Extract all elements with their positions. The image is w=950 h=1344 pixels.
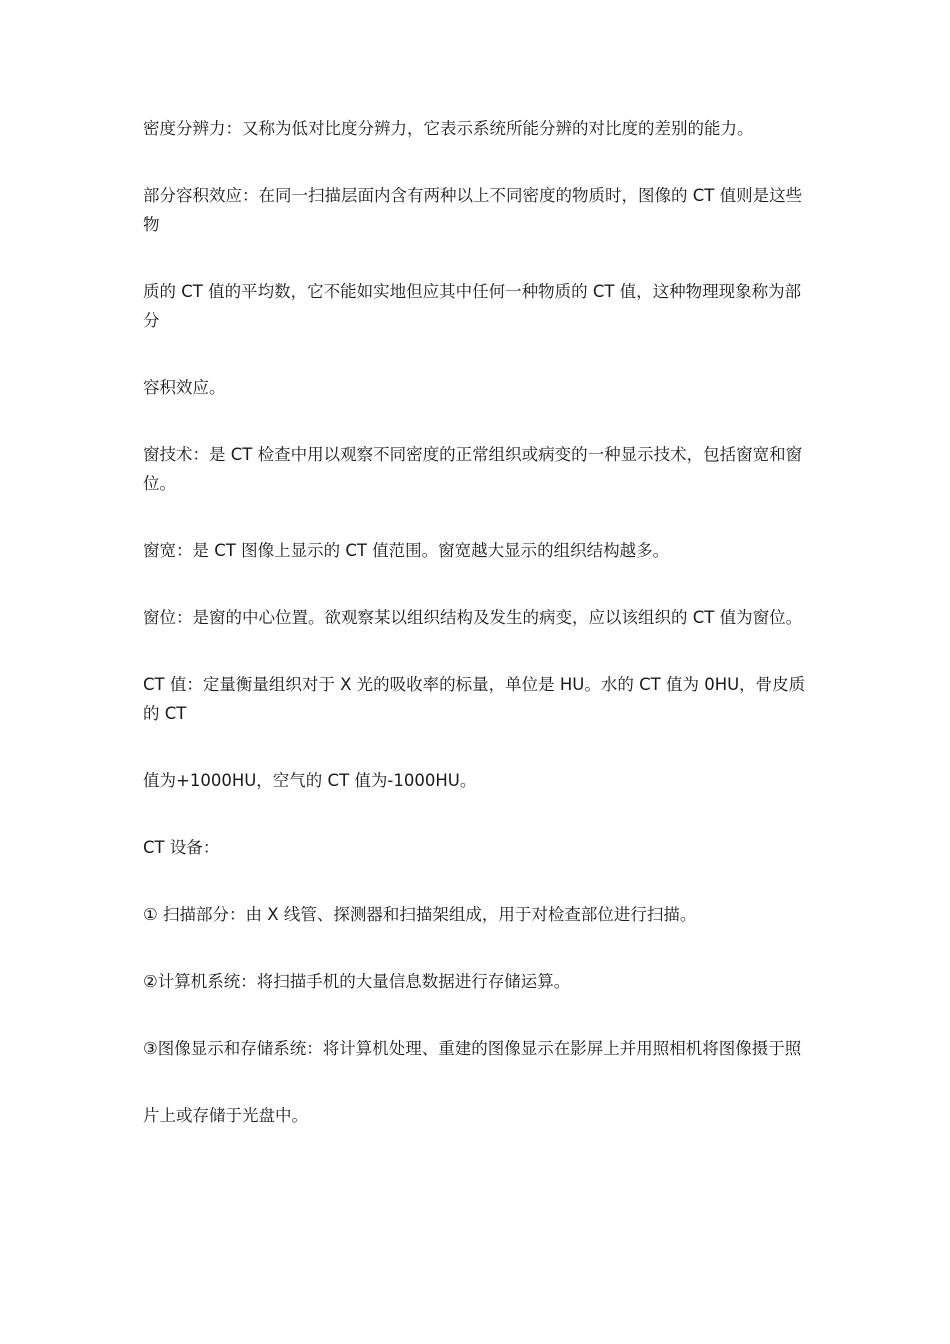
paragraph-display-storage-system-cont: 片上或存储于光盘中。 (143, 1106, 308, 1125)
paragraph-window-width: 窗宽：是 CT 图像上显示的 CT 值范围。窗宽越大显示的组织结构越多。 (143, 541, 670, 560)
paragraph-ct-value-cont: 值为+1000HU，空气的 CT 值为-1000HU。 (143, 771, 477, 790)
paragraph-window-level: 窗位：是窗的中心位置。欲观察某以组织结构及发生的病变，应以该组织的 CT 值为窗位。 (143, 608, 803, 627)
paragraph-scanning-part: ① 扫描部分：由 X 线管、探测器和扫描架组成，用于对检查部位进行扫描。 (143, 905, 697, 924)
paragraph-partial-volume-effect-end: 容积效应。 (143, 378, 226, 397)
paragraph-density-resolution: 密度分辨力：又称为低对比度分辨力，它表示系统所能分辨的对比度的差别的能力。 (143, 119, 754, 138)
paragraph-computer-system: ②计算机系统：将扫描手机的大量信息数据进行存储运算。 (143, 972, 571, 991)
paragraph-window-technique: 窗技术：是 CT 检查中用以观察不同密度的正常组织或病变的一种显示技术，包括窗宽和窗位。 (143, 445, 803, 493)
paragraph-partial-volume-effect-cont: 质的 CT 值的平均数，它不能如实地但应其中任何一种物质的 CT 值，这种物理现象称为部分 (143, 282, 802, 330)
paragraph-display-storage-system: ③图像显示和存储系统：将计算机处理、重建的图像显示在影屏上并用照相机将图像摄于照 (143, 1039, 802, 1058)
paragraph-partial-volume-effect: 部分容积效应：在同一扫描层面内含有两种以上不同密度的物质时，图像的 CT 值则是这些物 (143, 186, 803, 234)
document-body (143, 114, 811, 1130)
paragraph-ct-equipment: CT 设备： (143, 838, 220, 857)
paragraph-ct-value: CT 值：定量衡量组织对于 X 光的吸收率的标量，单位是 HU。水的 CT 值为 0HU，骨皮质的 CT (143, 675, 806, 723)
